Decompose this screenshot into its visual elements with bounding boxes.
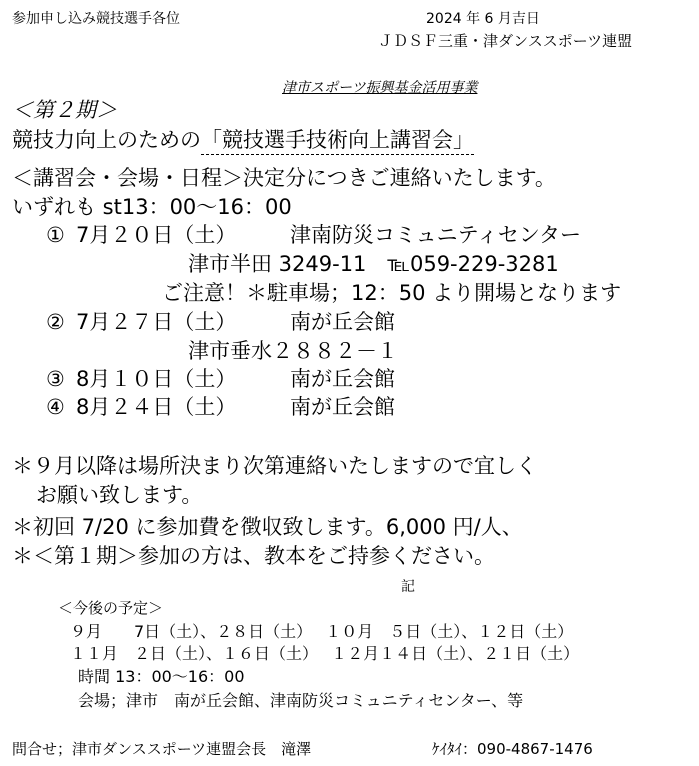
- schedule-date: 8月２４日（土）: [76, 395, 237, 419]
- schedule-no: ③: [46, 367, 65, 391]
- title-prefix: 競技力向上のための: [12, 128, 201, 152]
- future-time: 時間 13：00～16：00: [78, 667, 245, 686]
- schedule-date: 7月２７日（土）: [76, 310, 237, 334]
- note-september: ＊９月以降は場所決まり次第連絡いたしますので宜しく: [12, 454, 537, 478]
- period-label: ＜第２期＞: [12, 98, 117, 122]
- venue-address: 津市垂水２８８２－１: [188, 339, 398, 363]
- note-textbook: ＊＜第１期＞参加の方は、教本をご持参ください。: [12, 544, 495, 568]
- schedule-no: ④: [46, 395, 65, 419]
- intro-text: ＜講習会・会場・日程＞決定分につきご連絡いたします。: [12, 166, 556, 190]
- future-dates-line: １１月 ２日（土）、１６日（土） １２月１４日（土）、２１日（土）: [70, 644, 580, 663]
- schedule-venue: 南が丘会館: [290, 395, 395, 419]
- future-heading: ＜今後の予定＞: [58, 599, 164, 617]
- future-dates-line: ９月 7日（土）、２８日（土） １０月 ５日（土）、１２日（土）: [70, 622, 574, 641]
- schedule-venue: 南が丘会館: [290, 310, 395, 334]
- venue-address: 津市半田 3249-11 ℡059-229-3281: [188, 252, 559, 276]
- title-line: [12, 130, 474, 151]
- schedule-venue: 津南防災コミュニティセンター: [290, 223, 582, 247]
- schedule-no: ②: [46, 310, 65, 334]
- ki-mark: 記: [401, 579, 415, 595]
- schedule-date: 8月１０日（土）: [76, 367, 237, 391]
- addressee: 参加申し込み競技選手各位: [12, 11, 180, 27]
- note-september-cont: お願い致します。: [36, 483, 203, 507]
- issue-date: 2024 年 6 月吉日: [426, 11, 540, 27]
- issuer: ＪＤＳＦ三重・津ダンススポーツ連盟: [378, 32, 633, 50]
- title-main: 「競技選手技術向上講習会」: [201, 128, 474, 155]
- schedule-no: ①: [46, 223, 65, 247]
- project-name: 津市スポーツ振興基金活用事業: [282, 80, 478, 96]
- time-all: いずれも st13：00～16：00: [12, 195, 292, 219]
- schedule-date: 7月２０日（土）: [76, 223, 237, 247]
- future-venue: 会場；津市 南が丘会館、津南防災コミュニティセンター、等: [78, 691, 524, 710]
- schedule-venue: 南が丘会館: [290, 367, 395, 391]
- note-fee: ＊初回 7/20 に参加費を徴収致します。6,000 円/人、: [12, 515, 523, 539]
- contact-phone: ｹｲﾀｲ：090-4867-1476: [432, 740, 593, 758]
- contact-person: 問合せ；津市ダンススポーツ連盟会長 滝澤: [12, 740, 312, 758]
- parking-note: ご注意！＊駐車場；12：50 より開場となります: [162, 281, 622, 305]
